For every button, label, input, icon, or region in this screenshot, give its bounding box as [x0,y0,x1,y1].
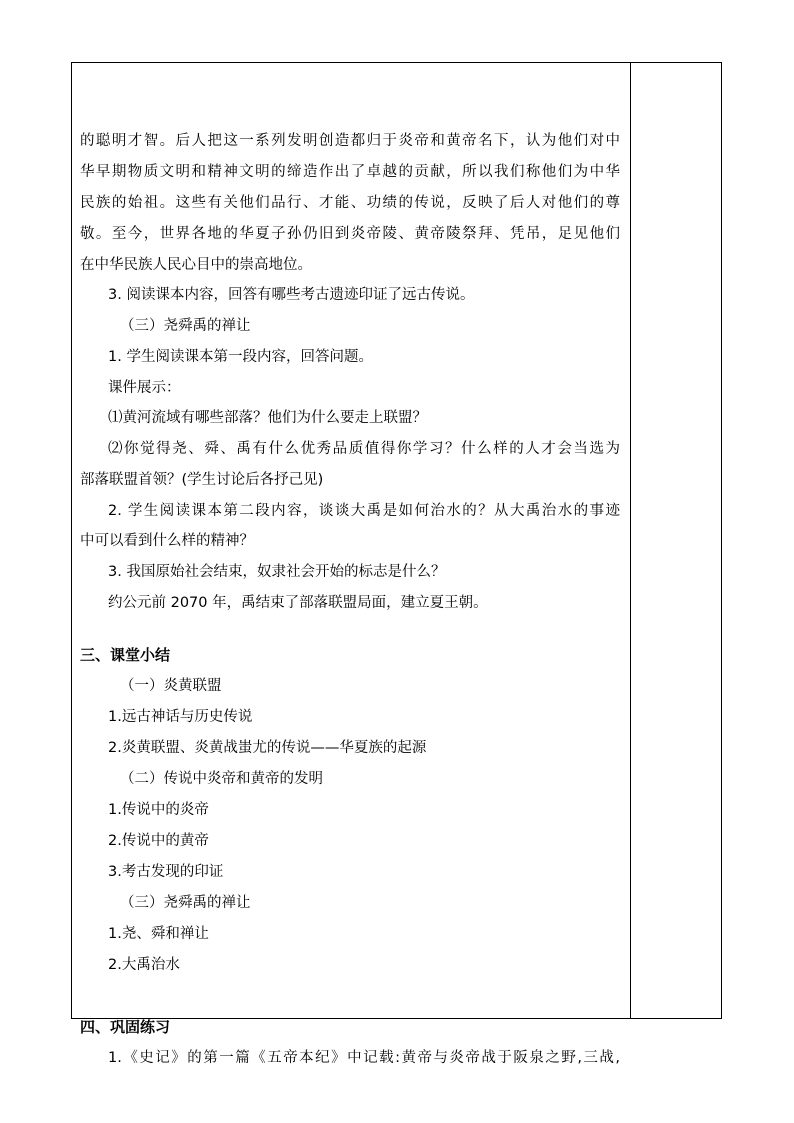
summary-subheading: （二）传说中炎帝和黄帝的发明 [120,771,323,787]
paragraph-line: 华早期物质文明和精神文明的缔造作出了卓越的贡献，所以我们称他们为中华 [80,164,620,180]
paragraph-line: 中可以看到什么样的精神？ [80,533,254,549]
summary-subheading: （一）炎黄联盟 [120,678,222,694]
summary-item: 3.考古发现的印证 [108,864,224,880]
paragraph-line: 的聪明才智。后人把这一系列发明创造都归于炎帝和黄帝名下，认为他们对中 [80,133,620,149]
summary-item: 2.炎黄联盟、炎黄战蚩尤的传说——华夏族的起源 [108,740,427,756]
paragraph-line: 民族的始祖。这些有关他们品行、才能、功绩的传说，反映了后人对他们的尊 [80,195,620,211]
summary-item: 1.尧、舜和禅让 [108,926,209,942]
paragraph-line: 在中华民族人民心目中的崇高地位。 [80,257,312,273]
summary-item: 2.传说中的黄帝 [108,833,209,849]
paragraph-line: 约公元前 2070 年，禹结束了部落联盟局面，建立夏王朝。 [108,595,488,611]
section-subheading: （三）尧舜禹的禅让 [120,318,251,334]
lesson-table [71,62,722,1066]
paragraph-line: 3. 我国原始社会结束，奴隶社会开始的标志是什么？ [108,564,446,580]
section-heading-summary: 三、课堂小结 [80,646,171,664]
summary-item: 1.传说中的炎帝 [108,802,209,818]
paragraph-line: 敬。至今，世界各地的华夏子孙仍旧到炎帝陵、黄帝陵祭拜、凭吊，足见他们 [80,226,620,242]
paragraph-line: 3. 阅读课本内容，回答有哪些考古遗迹印证了远古传说。 [108,287,475,303]
question-line: ⑵你觉得尧、舜、禹有什么优秀品质值得你学习？什么样的人才会当选为 [108,441,620,457]
paragraph-line: 1. 学生阅读课本第一段内容，回答问题。 [108,349,373,365]
question-line: 部落联盟首领？(学生讨论后各抒己见) [80,472,324,488]
column-divider [630,63,631,1018]
summary-item: 2.大禹治水 [108,957,180,973]
section-heading-practice: 四、巩固练习 [80,1018,171,1036]
content-cell [72,63,630,1066]
practice-question: 1.《史记》的第一篇《五帝本纪》中记载:黄帝与炎帝战于阪泉之野,三战, [108,1050,620,1066]
paragraph-line: 2. 学生阅读课本第二段内容，谈谈大禹是如何治水的？从大禹治水的事迹 [108,503,620,519]
question-line: ⑴黄河流域有哪些部落？他们为什么要走上联盟？ [108,410,427,426]
summary-item: 1.远古神话与历史传说 [108,709,253,725]
summary-subheading: （三）尧舜禹的禅让 [120,895,251,911]
paragraph-line: 课件展示： [108,380,181,396]
